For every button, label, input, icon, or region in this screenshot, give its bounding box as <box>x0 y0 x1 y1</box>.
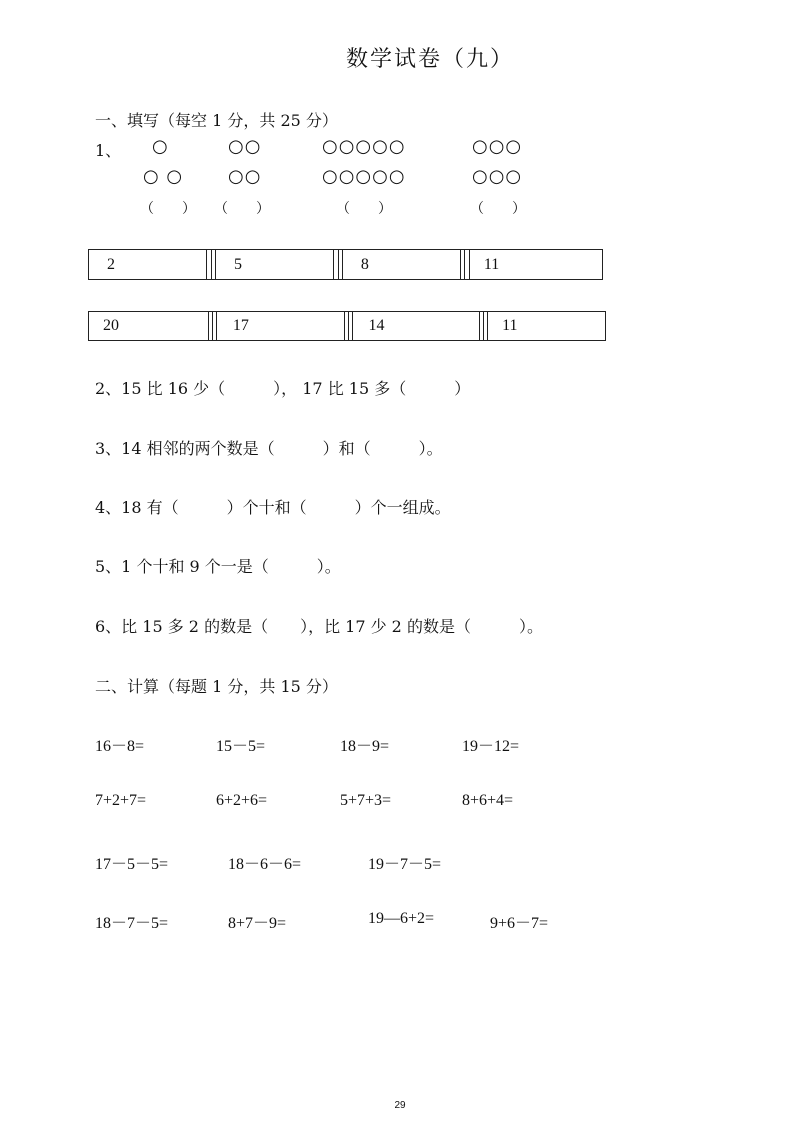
q1-group-2-row-1: ○○ <box>228 136 262 157</box>
sequence-cell: 14 <box>352 312 480 341</box>
sequence-cell: 20 <box>89 312 209 341</box>
section-2-heading: 二、计算（每题 1 分，共 15 分） <box>95 677 338 696</box>
question-5: 5、1 个十和 9 个一是（ ）。 <box>95 557 341 576</box>
q1-group-3-row-2: ○○○○○ <box>322 166 406 187</box>
question-4: 4、18 有（ ）个十和（ ）个一组成。 <box>95 498 451 517</box>
question-6: 6、比 15 多 2 的数是（ ），比 17 少 2 的数是（ ）。 <box>95 617 543 636</box>
q1-group-4-blank: （ ） <box>470 201 526 217</box>
calc-item: 8+6+4= <box>462 792 514 809</box>
question-2: 2、15 比 16 少（ ）， 17 比 15 多（ ） <box>95 379 471 398</box>
q1-group-2-blank: （ ） <box>214 201 270 217</box>
calc-item: 17－5－5= <box>95 856 169 873</box>
q1-group-1-row-1: ○ <box>152 136 169 157</box>
calc-item: 19－12= <box>462 738 520 755</box>
calc-item: 5+7+3= <box>340 792 392 809</box>
calc-item: 9+6－7= <box>490 915 549 932</box>
q1-number: 1、 <box>95 141 122 160</box>
q1-group-4-row-1: ○○○ <box>472 136 523 157</box>
page-title: 数学试卷（九） <box>345 47 514 72</box>
sequence-cell: 2 <box>89 250 207 280</box>
table-row <box>89 312 606 341</box>
sequence-cell: 5 <box>215 250 333 280</box>
calc-item: 8+7－9= <box>228 915 287 932</box>
calc-item: 18－9= <box>340 738 390 755</box>
q1-group-2-row-2: ○○ <box>228 166 262 187</box>
section-1-heading: 一、填写（每空 1 分，共 25 分） <box>95 111 338 130</box>
sequence-cell: 11 <box>488 312 606 341</box>
sequence-cell: 17 <box>216 312 344 341</box>
question-3: 3、14 相邻的两个数是（ ）和（ ）。 <box>95 439 443 458</box>
q1-group-1-blank: （ ） <box>140 201 196 217</box>
q1-group-4-row-2: ○○○ <box>472 166 523 187</box>
calc-item: 6+2+6= <box>216 792 268 809</box>
sequence-table-2 <box>88 311 606 341</box>
calc-item: 19—6+2= <box>368 910 435 927</box>
calc-item: 16－8= <box>95 738 145 755</box>
page-number: 29 <box>394 1100 406 1111</box>
calc-item: 19－7－5= <box>368 856 442 873</box>
calc-item: 15－5= <box>216 738 266 755</box>
calc-item: 18－7－5= <box>95 915 169 932</box>
q1-group-1-row-2: ○ ○ <box>143 166 184 187</box>
sequence-cell: 11 <box>469 250 602 280</box>
calc-item: 18－6－6= <box>228 856 302 873</box>
table-row <box>89 250 603 280</box>
sequence-cell: 8 <box>342 250 460 280</box>
calc-item: 7+2+7= <box>95 792 147 809</box>
q1-group-3-blank: （ ） <box>336 201 392 217</box>
q1-group-3-row-1: ○○○○○ <box>322 136 406 157</box>
sequence-table-1 <box>88 249 603 280</box>
